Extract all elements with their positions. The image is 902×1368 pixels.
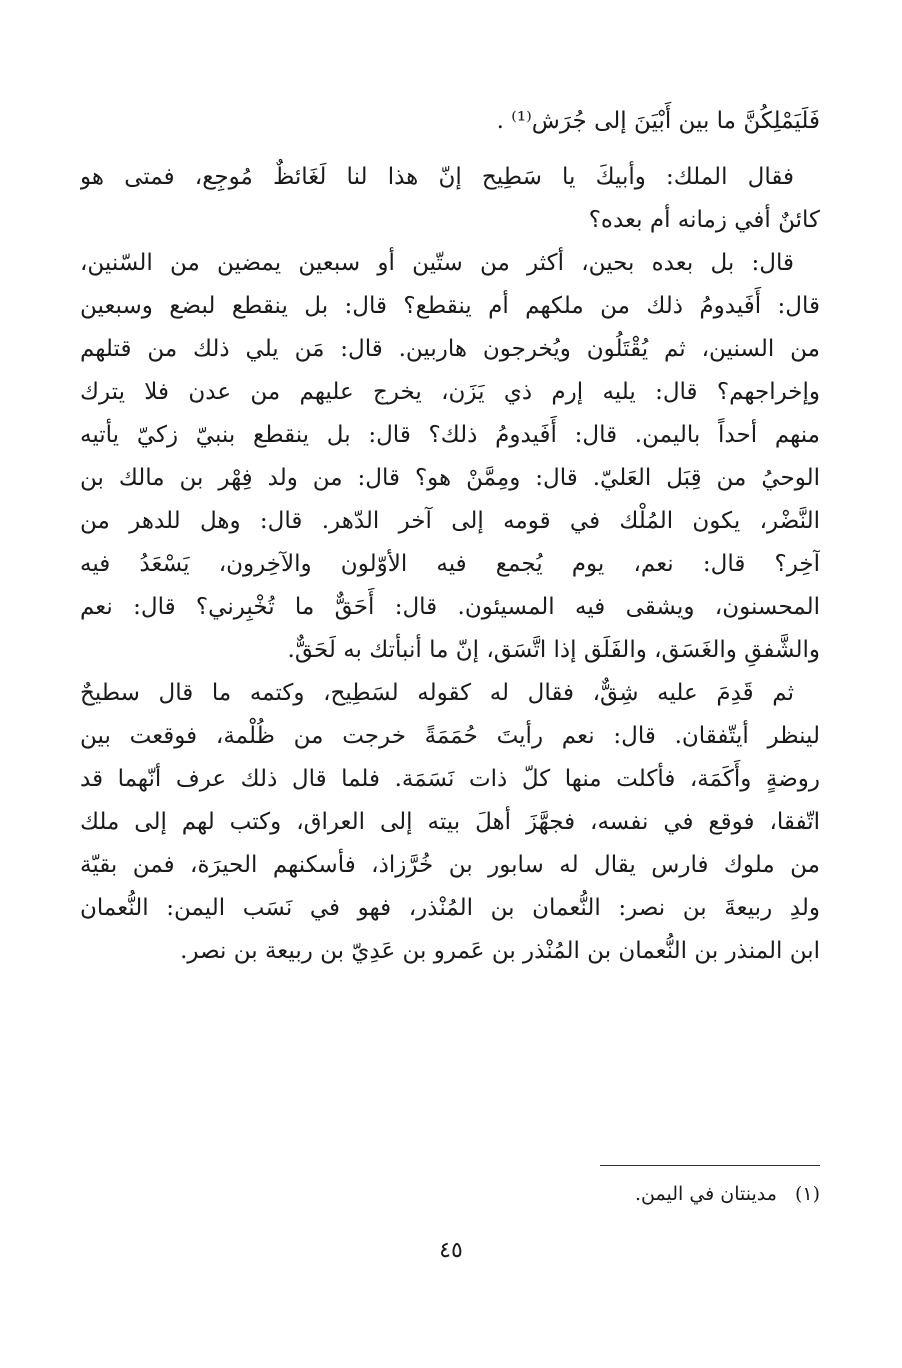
page-number: ٤٥ (439, 1238, 463, 1263)
text-line: لينظر أيتّفقان. قال: نعم رأيتَ حُمَمَةً خرجت من ظُلْمة، فوقعت بين (80, 723, 820, 749)
paragraph-satih-reply (80, 242, 820, 672)
verse-paragraph (80, 100, 820, 143)
text-line: النَّضْر، يكون المُلْك في قومه إلى آخر الدّهر. قال: وهل للدهر من (80, 508, 820, 534)
text-line: من ملوك فارس يقال له سابور بن خُرَّزاذ، فأسكنهم الحيرَة، فمن بقيّة (80, 852, 820, 878)
text-line: وإخراجهم؟ قال: يليه إرم ذي يَزَن، يخرج عليهم من عدن فلا يترك (80, 379, 820, 405)
text-line: روضةٍ وأَكَمَة، فأكلت منها كلّ ذات نَسَمَة. فلما قال ذلك عرف أنّهما قد (80, 766, 820, 792)
text-line: منهم أحداً باليمن. قال: أَفَيدومُ ذلك؟ قال: بل ينقطع بنبيّ زكيّ يأتيه (80, 422, 820, 448)
text-line: ولدِ ربيعةَ بن نصر: النُّعمان بن المُنْذر، فهو في نَسَب اليمن: النُّعمان (80, 895, 820, 921)
footnote (635, 1183, 820, 1205)
text-line: والشَّفقِ والغَسَق، والفَلَق إذا اتَّسَق، إنّ ما أنبأتك به لَحَقٌّ. (287, 637, 820, 663)
text-line: اتّفقا، فوقع في نفسه، فجهَّزَ أهلَ بيته إلى العراق، وكتب لهم إلى ملك (80, 809, 820, 835)
paragraph-king-question (80, 156, 820, 242)
text-line: المحسنون، ويشقى فيه المسيئون. قال: أَحَقٌّ ما تُخْبِرني؟ قال: نعم (80, 594, 820, 620)
text-line: ابن المنذر بن النُّعمان بن المُنْذر بن عَمرو بن عَدِيّ بن ربيعة بن نصر. (180, 938, 820, 964)
footnote-number: (١) (794, 1183, 820, 1205)
text-line: من السنين، ثم يُقْتَلُون ويُخرجون هاربين. قال: مَن يلي ذلك من قتلهم (80, 336, 820, 362)
footnote-divider (600, 1165, 820, 1166)
text-line: كائنٌ أفي زمانه أم بعده؟ (588, 207, 820, 233)
text-line: قال: بل بعده بحين، أكثر من ستّين أو سبعين يمضين من السّنين، (80, 250, 794, 276)
text-line: فَلَيَمْلِكُنَّ ما بين أَبْيَنَ إلى جُرَش⁽¹⁾ . (496, 108, 820, 134)
text-line: فقال الملك: وأبيكَ يا سَطِيح إنّ هذا لنا لَغَائظٌ مُوجِع، فمتى هو (80, 164, 794, 190)
text-line: آخِر؟ قال: نعم، يوم يُجمع فيه الأوّلون والآخِرون، يَسْعَدُ فيه (80, 551, 820, 577)
text-line: قال: أَفَيدومُ ذلك من ملكهم أم ينقطع؟ قال: بل ينقطع لبضع وسبعين (80, 293, 820, 319)
paragraph-shiq (80, 672, 820, 973)
footnote-text: مدينتان في اليمن. (635, 1183, 777, 1205)
text-line: ثم قَدِمَ عليه شِقٌّ، فقال له كقوله لسَطِيح، وكتمه ما قال سطيحٌ (80, 680, 794, 706)
text-line: الوحيُ من قِبَل العَليّ. قال: ومِمَّنْ هو؟ قال: من ولد فِهْر بن مالك بن (80, 465, 820, 491)
